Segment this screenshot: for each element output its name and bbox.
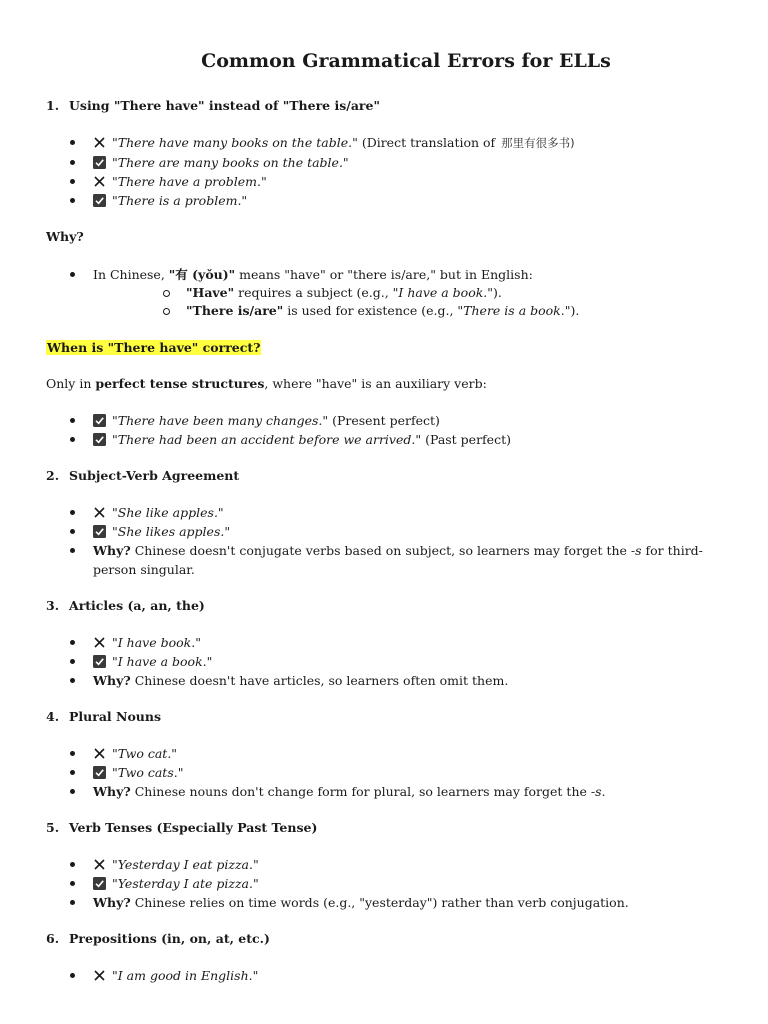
section-title: Prepositions (in, on, at, etc.)	[69, 931, 270, 946]
example-text: "There had been an accident before we arrived."	[112, 432, 422, 447]
section-number: 1.	[46, 98, 60, 113]
section-title: Subject-Verb Agreement	[69, 468, 240, 483]
sub-bold: "There is/are"	[186, 303, 284, 318]
cross-mark-icon	[93, 858, 106, 871]
example-text: "I have a book."	[112, 654, 213, 669]
check-box-icon	[93, 194, 106, 207]
sub-end: ).	[493, 285, 502, 300]
why-label: Why?	[93, 895, 131, 910]
check-box-icon	[93, 156, 106, 169]
why-rest: means "have" or "there is/are," but in English:	[235, 267, 533, 282]
list-item	[46, 133, 736, 153]
cross-mark-icon	[93, 506, 106, 519]
sub-end: ).	[570, 303, 580, 318]
list-item	[46, 503, 736, 522]
list-item	[46, 966, 736, 985]
document-page	[46, 50, 736, 1004]
why-text: Chinese relies on time words (e.g., "yesterday") rather than verb conjugation.	[130, 895, 629, 910]
check-box-icon	[93, 414, 106, 427]
why-suffix: -s	[590, 784, 602, 799]
example-text: "Two cat."	[112, 746, 178, 761]
example-note: (Present perfect)	[332, 413, 440, 428]
sub-example: "There is a book."	[457, 303, 571, 318]
section-number: 6.	[46, 931, 60, 946]
sub-text: requires a subject (e.g.,	[234, 285, 393, 300]
section-5-heading	[46, 820, 736, 836]
why-text: Chinese nouns don't change form for plural, so learners may forget the	[130, 784, 591, 799]
list-item	[46, 172, 736, 191]
perfect-tense-intro	[46, 376, 736, 392]
list-item	[46, 153, 736, 172]
highlighted-text: When is "There have" correct?	[47, 340, 261, 355]
section-3-examples	[46, 633, 736, 690]
example-text: "There is a problem."	[112, 193, 248, 208]
list-item	[46, 522, 736, 541]
example-note: (Direct translation of	[361, 135, 496, 150]
example-note-chinese: 那里有很多书)	[501, 136, 575, 150]
section-number: 3.	[46, 598, 60, 613]
cross-mark-icon	[93, 136, 106, 149]
section-title: Plural Nouns	[69, 709, 161, 724]
why-text: Chinese doesn't have articles, so learners often omit them.	[130, 673, 509, 688]
list-item	[46, 855, 736, 874]
list-item	[46, 633, 736, 652]
section-2-examples	[46, 503, 736, 579]
example-text: "Two cats."	[112, 765, 184, 780]
list-item	[46, 874, 736, 893]
why-end: .	[601, 784, 606, 799]
section-title: Articles (a, an, the)	[69, 598, 205, 613]
list-item	[46, 893, 736, 912]
why-text: Chinese doesn't conjugate verbs based on subject, so learners may forget the	[130, 543, 631, 558]
highlight-heading	[46, 340, 736, 356]
perfect-tense-examples	[46, 411, 736, 449]
section-5-examples	[46, 855, 736, 912]
section-title: Verb Tenses (Especially Past Tense)	[69, 820, 318, 835]
list-item	[46, 763, 736, 782]
why-end: for third-person singular.	[93, 543, 703, 577]
example-text: "She likes apples."	[112, 524, 231, 539]
example-text: "There are many books on the table."	[112, 155, 349, 170]
list-item	[46, 430, 736, 449]
why-label: Why?	[93, 543, 131, 558]
cross-mark-icon	[93, 969, 106, 982]
example-note: (Past perfect)	[425, 432, 511, 447]
intro-bold: perfect tense structures	[95, 376, 265, 391]
section-6-examples	[46, 966, 736, 985]
check-box-icon	[93, 433, 106, 446]
why-intro: In Chinese,	[93, 267, 169, 282]
section-title: Using "There have" instead of "There is/are"	[69, 98, 380, 113]
why-term: "有 (yǒu)"	[168, 267, 236, 282]
document-title: Common Grammatical Errors for ELLs	[201, 50, 611, 72]
example-text: "There have been many changes."	[112, 413, 329, 428]
intro-post: , where "have" is an auxiliary verb:	[264, 376, 487, 391]
check-box-icon	[93, 655, 106, 668]
list-item	[46, 652, 736, 671]
section-1-examples	[46, 133, 736, 210]
why-label: Why?	[93, 673, 131, 688]
cross-mark-icon	[93, 175, 106, 188]
example-text: "I am good in English."	[112, 968, 259, 983]
sub-bold: "Have"	[186, 285, 235, 300]
section-2-heading	[46, 468, 736, 484]
section-1-heading	[46, 98, 736, 114]
list-item	[46, 744, 736, 763]
check-box-icon	[93, 525, 106, 538]
sub-text: is used for existence (e.g.,	[283, 303, 458, 318]
cross-mark-icon	[93, 747, 106, 760]
section-number: 4.	[46, 709, 60, 724]
sub-list-item	[93, 284, 736, 302]
check-box-icon	[93, 877, 106, 890]
section-3-heading	[46, 598, 736, 614]
list-item	[46, 411, 736, 430]
why-label: Why?	[46, 229, 84, 244]
example-text: "There have a problem."	[112, 174, 267, 189]
example-text: "Yesterday I ate pizza."	[112, 876, 259, 891]
section-6-heading	[46, 931, 736, 947]
section-number: 2.	[46, 468, 60, 483]
intro-pre: Only in	[46, 376, 96, 391]
sub-list-item	[93, 302, 736, 320]
sub-example: "I have a book."	[392, 285, 494, 300]
why-label: Why?	[93, 784, 131, 799]
check-box-icon	[93, 766, 106, 779]
list-item	[46, 671, 736, 690]
example-text: "Yesterday I eat pizza."	[112, 857, 259, 872]
cross-mark-icon	[93, 636, 106, 649]
section-4-heading	[46, 709, 736, 725]
list-item	[46, 191, 736, 210]
why-explanation	[46, 265, 736, 320]
example-text: "There have many books on the table."	[112, 135, 358, 150]
why-sublist	[93, 284, 736, 320]
why-suffix: -s	[630, 543, 642, 558]
example-text: "She like apples."	[112, 505, 224, 520]
list-item	[46, 541, 736, 579]
list-item	[46, 782, 736, 801]
example-text: "I have book."	[112, 635, 201, 650]
section-4-examples	[46, 744, 736, 801]
section-number: 5.	[46, 820, 60, 835]
list-item	[46, 265, 736, 320]
